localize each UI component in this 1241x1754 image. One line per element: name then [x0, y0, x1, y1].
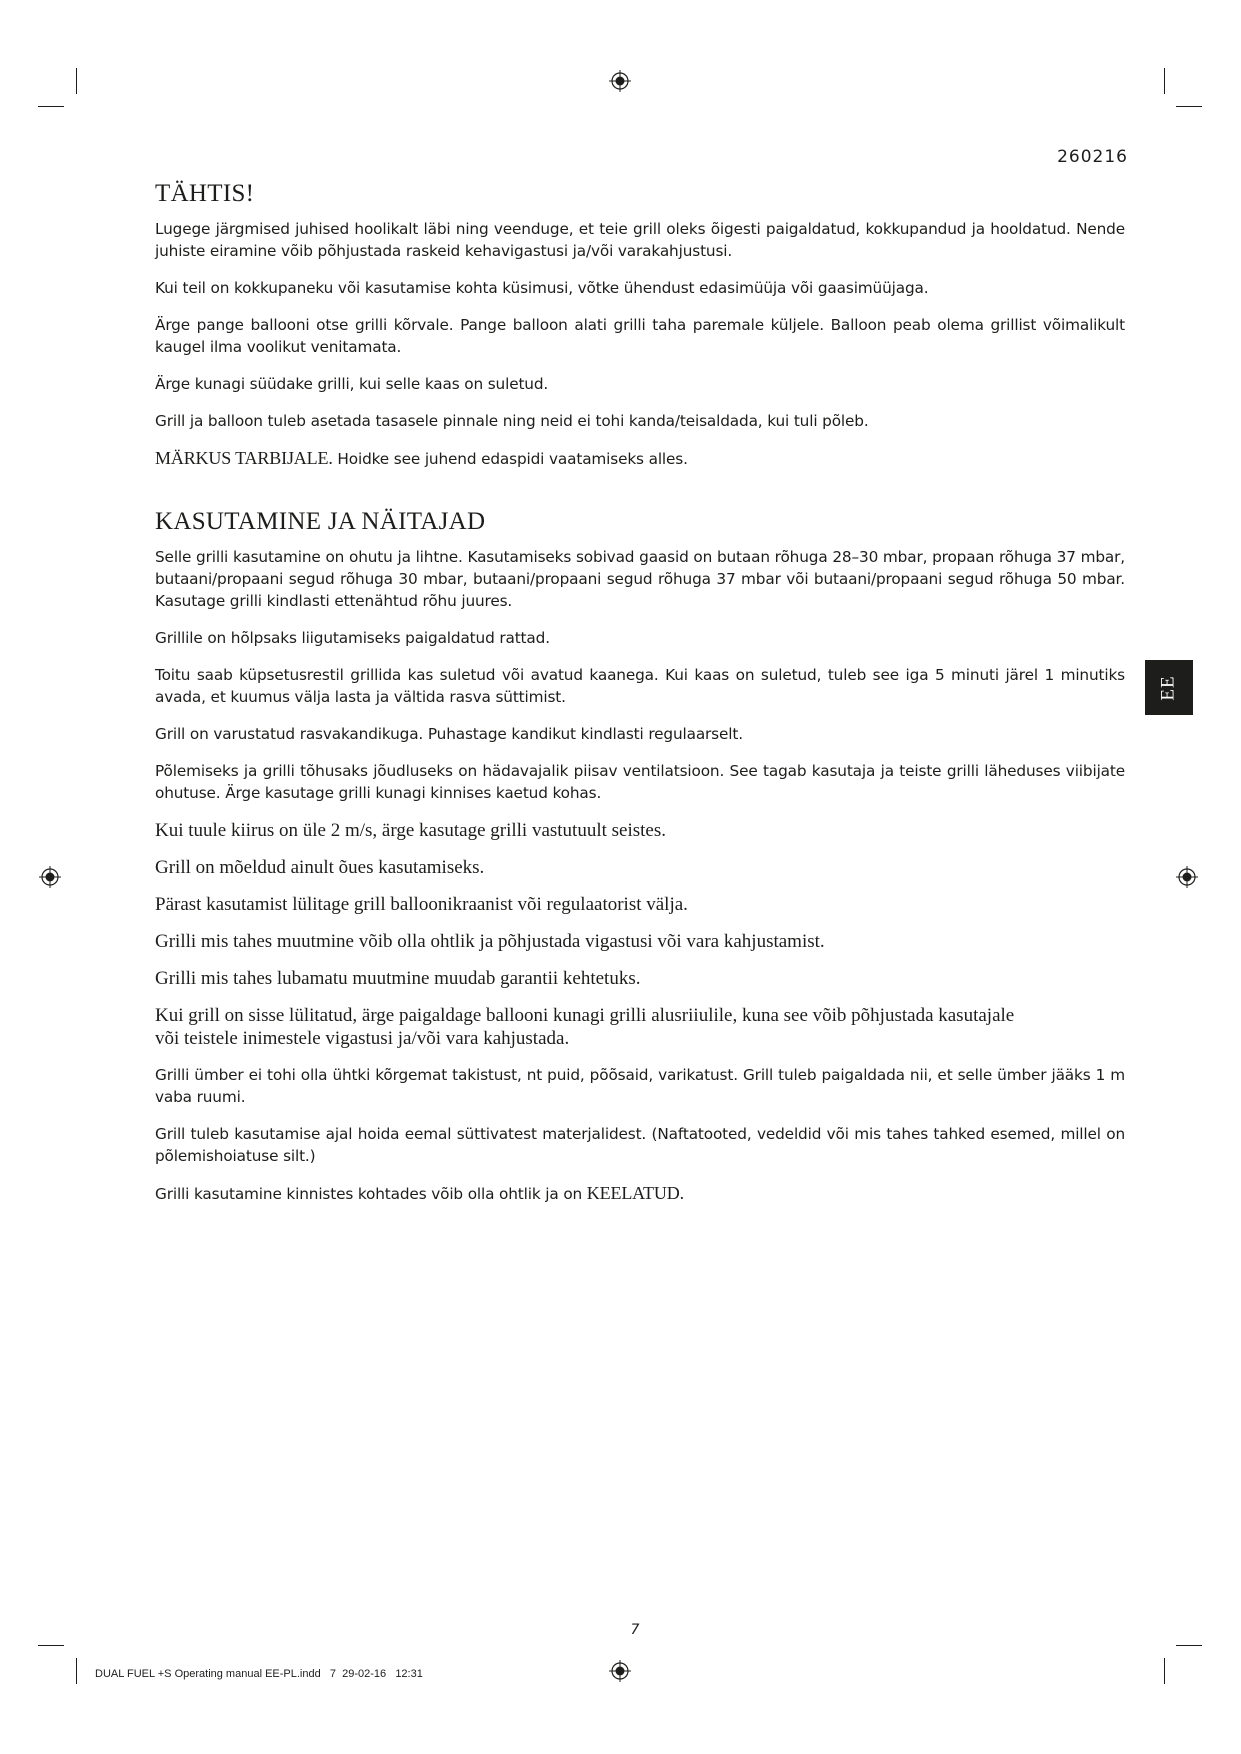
section-title-usage: KASUTAMINE JA NÄITAJAD: [155, 508, 486, 535]
crop-mark: [1176, 1645, 1202, 1646]
consumer-note: [155, 447, 1125, 470]
language-tab-label: EE: [1158, 674, 1179, 701]
paragraph: Grill on varustatud rasvakandikuga. Puhastage kandikut kindlasti regulaarselt.: [155, 725, 743, 743]
paragraph: Grilli mis tahes lubamatu muutmine muudab garantii kehtetuks.: [155, 968, 641, 989]
crop-mark: [1164, 68, 1165, 94]
paragraph: Ärge kunagi süüdake grilli, kui selle kaas on suletud.: [155, 375, 549, 393]
page-content: [155, 180, 1125, 1220]
registration-mark-icon: [609, 1660, 631, 1682]
paragraph: Grill tuleb kasutamise ajal hoida eemal süttivatest materjalidest. (Naftatooted, vedeldid või mis tahes tahked esemed, millel on põlemishoiatuse silt.): [155, 1125, 1125, 1165]
crop-mark: [76, 68, 77, 94]
prohibited-label: KEELATUD.: [586, 1183, 684, 1203]
crop-mark: [38, 1645, 64, 1646]
crop-mark: [38, 106, 64, 107]
print-slug-footer: DUAL FUEL +S Operating manual EE-PL.indd 7 29-02-16 12:31: [95, 1668, 423, 1680]
paragraph: Grill on mõeldud ainult õues kasutamiseks.: [155, 857, 485, 878]
crop-mark: [1164, 1658, 1165, 1684]
crop-mark: [1176, 106, 1202, 107]
page-number: 7: [630, 1622, 640, 1638]
document-number: 260216: [1057, 147, 1128, 167]
language-tab: [1145, 660, 1193, 715]
crop-mark: [76, 1658, 77, 1684]
registration-mark-icon: [39, 866, 61, 888]
section-title-important: TÄHTIS!: [155, 180, 255, 207]
paragraph: Grill ja balloon tuleb asetada tasasele pinnale ning neid ei tohi kanda/teisaldada, kui tuli põleb.: [155, 412, 869, 430]
final-paragraph: [155, 1182, 1125, 1205]
registration-mark-icon: [1176, 866, 1198, 888]
paragraph: Ärge pange ballooni otse grilli kõrvale. Pange balloon alati grilli taha paremale küljele. Balloon peab olema grillist võimalikult kaugel ilma voolikut venitamata.: [155, 316, 1125, 356]
paragraph: Kui teil on kokkupaneku või kasutamise kohta küsimusi, võtke ühendust edasimüüja või gaasimüüjaga.: [155, 279, 929, 297]
consumer-note-text: Hoidke see juhend edaspidi vaatamiseks alles.: [337, 450, 688, 468]
paragraph: Grilli mis tahes muutmine võib olla ohtlik ja põhjustada vigastusi või vara kahjustamist.: [155, 931, 825, 952]
consumer-note-label: MÄRKUS TARBIJALE.: [155, 448, 333, 468]
paragraph: Pärast kasutamist lülitage grill balloonikraanist või regulaatorist välja.: [155, 894, 688, 915]
final-paragraph-text: Grilli kasutamine kinnistes kohtades võib olla ohtlik ja on: [155, 1185, 583, 1203]
paragraph: Kui tuule kiirus on üle 2 m/s, ärge kasutage grilli vastutuult seistes.: [155, 820, 666, 841]
paragraph: Lugege järgmised juhised hoolikalt läbi ning veenduge, et teie grill oleks õigesti paigaldatud, kokkupandud ja hooldatud. Nende juhiste eiramine võib põhjustada raskeid kehavigastusi ja/või varakahjustusi.: [155, 220, 1125, 260]
paragraph: Toitu saab küpsetusrestil grillida kas suletud või avatud kaanega. Kui kaas on suletud, tuleb see iga 5 minuti järel 1 minutiks avada, et kuumus välja lasta ja vältida rasva süttimist.: [155, 666, 1125, 706]
paragraph: Selle grilli kasutamine on ohutu ja lihtne. Kasutamiseks sobivad gaasid on butaan rõhuga 28–30 mbar, propaan rõhuga 37 mbar, butaani/propaani segud rõhuga 30 mbar, butaani/propaani segud rõhuga 37 mbar või butaani/propaani segud rõhuga 50 mbar. Kasutage grilli kindlasti ettenähtud rõhu juures.: [155, 548, 1125, 610]
paragraph: Grillile on hõlpsaks liigutamiseks paigaldatud rattad.: [155, 629, 550, 647]
paragraph: Põlemiseks ja grilli tõhusaks jõudluseks on hädavajalik piisav ventilatsioon. See tagab kasutaja ja teiste grilli läheduses viibijate ohutuse. Ärge kasutage grilli kunagi kinnises kaetud kohas.: [155, 762, 1125, 802]
paragraph: Kui grill on sisse lülitatud, ärge paigaldage ballooni kunagi grilli alusriiulile, kuna see võib põhjustada kasutajale või teistele inimestele vigastusi ja/või vara kahjustada.: [155, 1005, 1015, 1049]
paragraph: Grilli ümber ei tohi olla ühtki kõrgemat takistust, nt puid, põõsaid, varikatust. Grill tuleb paigaldada nii, et selle ümber jääks 1 m vaba ruumi.: [155, 1066, 1125, 1106]
registration-mark-icon: [609, 70, 631, 92]
